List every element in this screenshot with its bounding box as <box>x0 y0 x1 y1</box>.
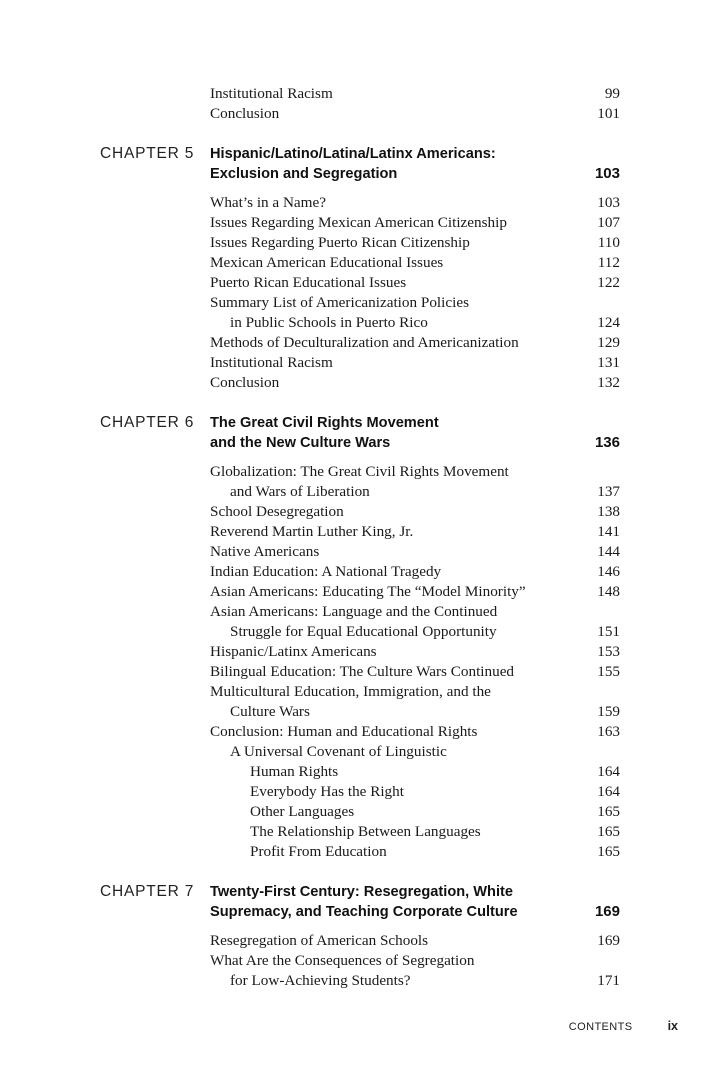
entry-page-number: 153 <box>597 643 620 660</box>
entry-page-number: 146 <box>597 563 620 580</box>
chapter-title <box>210 144 620 184</box>
entry-page-number: 155 <box>597 663 620 680</box>
entry-title: Globalization: The Great Civil Rights Movement <box>210 463 509 480</box>
chapter-title <box>210 882 620 922</box>
toc-entry <box>210 353 620 373</box>
entry-title: What Are the Consequences of Segregation <box>210 952 475 969</box>
toc-entry <box>210 213 620 233</box>
entry-page-number: 99 <box>604 85 620 102</box>
entry-title: The Relationship Between Languages <box>250 823 481 840</box>
entry-title: for Low-Achieving Students? <box>230 972 411 989</box>
entry-title: What’s in a Name? <box>210 194 326 211</box>
chapter-title-line: Hispanic/Latino/Latina/Latinx Americans: <box>210 146 496 162</box>
entry-title: School Desegregation <box>210 503 344 520</box>
toc-entry <box>210 462 620 482</box>
entry-page-number: 169 <box>597 932 620 949</box>
entry-page-number: 131 <box>597 354 620 371</box>
toc-entry <box>230 742 620 762</box>
entry-title: Conclusion: Human and Educational Rights <box>210 723 478 740</box>
entry-title: Struggle for Equal Educational Opportunity <box>230 623 497 640</box>
entry-page-number: 141 <box>597 523 620 540</box>
chapter-title-line: and the New Culture Wars <box>210 435 391 451</box>
toc-entry <box>210 582 620 602</box>
chapter-title-line: Exclusion and Segregation <box>210 166 398 182</box>
toc-entry <box>210 233 620 253</box>
entry-page-number: 165 <box>597 843 620 860</box>
entry-page-number: 122 <box>597 274 620 291</box>
entry-title: Profit From Education <box>250 843 387 860</box>
entry-page-number: 103 <box>597 194 620 211</box>
chapter-section <box>0 882 720 991</box>
toc-entry <box>210 373 620 393</box>
entry-title: Culture Wars <box>230 703 310 720</box>
entry-title: Human Rights <box>250 763 339 780</box>
entry-page-number: 137 <box>597 483 620 500</box>
chapter-page-number: 136 <box>594 434 620 451</box>
entry-title: Issues Regarding Puerto Rican Citizenship <box>210 234 470 251</box>
entry-page-number: 159 <box>597 703 620 720</box>
entry-title: Everybody Has the Right <box>250 783 404 800</box>
entry-title: Bilingual Education: The Culture Wars Continued <box>210 663 515 680</box>
chapter-title-line: Supremacy, and Teaching Corporate Culture <box>210 904 518 920</box>
toc-entry <box>210 722 620 742</box>
entry-title: Other Languages <box>250 803 355 820</box>
chapter-title-line: The Great Civil Rights Movement <box>210 415 439 431</box>
chapter-section <box>0 413 720 862</box>
chapter-title <box>210 413 620 453</box>
entry-title: Conclusion <box>210 105 280 122</box>
entry-page-number: 112 <box>597 254 620 271</box>
entry-title: Summary List of Americanization Policies <box>210 294 469 311</box>
toc-entry <box>210 682 620 702</box>
toc-entry <box>250 782 620 802</box>
toc-entry <box>210 642 620 662</box>
toc-entry <box>210 662 620 682</box>
entry-page-number: 107 <box>597 214 620 231</box>
chapter-page-number: 103 <box>594 165 620 182</box>
entry-page-number: 132 <box>597 374 620 391</box>
toc-entry <box>250 822 620 842</box>
toc-entry <box>210 293 620 313</box>
footer-label: CONTENTS <box>568 1021 633 1033</box>
toc-entry <box>210 193 620 213</box>
entry-title: in Public Schools in Puerto Rico <box>230 314 428 331</box>
chapter-title-line: Twenty-First Century: Resegregation, White <box>210 884 513 900</box>
entry-title: Reverend Martin Luther King, Jr. <box>210 523 414 540</box>
entry-page-number: 129 <box>597 334 620 351</box>
toc-entry <box>210 602 620 622</box>
entry-page-number: 164 <box>597 783 620 800</box>
toc-entry <box>230 702 620 722</box>
chapter-section <box>0 144 720 393</box>
entry-title: Indian Education: A National Tragedy <box>210 563 442 580</box>
entry-page-number: 124 <box>597 314 620 331</box>
entry-page-number: 165 <box>597 823 620 840</box>
entry-title: and Wars of Liberation <box>230 483 370 500</box>
entry-title: Hispanic/Latinx Americans <box>210 643 377 660</box>
toc-entry <box>230 313 620 333</box>
toc-entry <box>230 971 620 991</box>
toc-entry <box>210 931 620 951</box>
toc-entry <box>250 762 620 782</box>
chapter-label: CHAPTER 6 <box>100 414 195 431</box>
entry-page-number: 138 <box>597 503 620 520</box>
entry-page-number: 164 <box>597 763 620 780</box>
chapter-list <box>0 144 720 991</box>
entry-title: Mexican American Educational Issues <box>210 254 444 271</box>
toc-entry <box>210 84 620 104</box>
chapter-label: CHAPTER 5 <box>100 145 195 162</box>
toc-entry <box>210 522 620 542</box>
entry-title: Issues Regarding Mexican American Citizenship <box>210 214 507 231</box>
chapter-label: CHAPTER 7 <box>100 883 195 900</box>
toc-entry <box>210 951 620 971</box>
entry-page-number: 151 <box>597 623 620 640</box>
toc-entry <box>230 482 620 502</box>
entry-title: Institutional Racism <box>210 85 333 102</box>
entry-page-number: 144 <box>597 543 620 560</box>
entry-page-number: 165 <box>597 803 620 820</box>
entry-title: Asian Americans: Educating The “Model Minority” <box>210 583 526 600</box>
entry-title: Asian Americans: Language and the Continued <box>210 603 498 620</box>
toc-entry <box>210 104 620 124</box>
toc-entry <box>250 802 620 822</box>
entry-page-number: 101 <box>597 105 620 122</box>
entry-page-number: 171 <box>597 972 620 989</box>
entry-page-number: 148 <box>597 583 620 600</box>
entry-page-number: 163 <box>597 723 620 740</box>
entry-title: Puerto Rican Educational Issues <box>210 274 407 291</box>
chapter-page-number: 169 <box>594 903 620 920</box>
entry-title: Methods of Deculturalization and Americanization <box>210 334 519 351</box>
toc-entry <box>210 542 620 562</box>
toc-entry <box>210 273 620 293</box>
entry-title: Resegregation of American Schools <box>210 932 429 949</box>
entry-title: A Universal Covenant of Linguistic <box>230 743 447 760</box>
lead-entries <box>0 84 720 124</box>
entry-page-number: 110 <box>597 234 620 251</box>
toc-entry <box>230 622 620 642</box>
entry-title: Institutional Racism <box>210 354 333 371</box>
toc-entry <box>210 562 620 582</box>
folio-page-number: ix <box>667 1019 678 1033</box>
toc-entry <box>250 842 620 862</box>
toc-entry <box>210 253 620 273</box>
toc-entry <box>210 333 620 353</box>
running-footer <box>569 1018 678 1035</box>
entry-title: Conclusion <box>210 374 280 391</box>
entry-title: Multicultural Education, Immigration, and the <box>210 683 491 700</box>
entry-title: Native Americans <box>210 543 320 560</box>
table-of-contents <box>0 84 720 991</box>
toc-entry <box>210 502 620 522</box>
